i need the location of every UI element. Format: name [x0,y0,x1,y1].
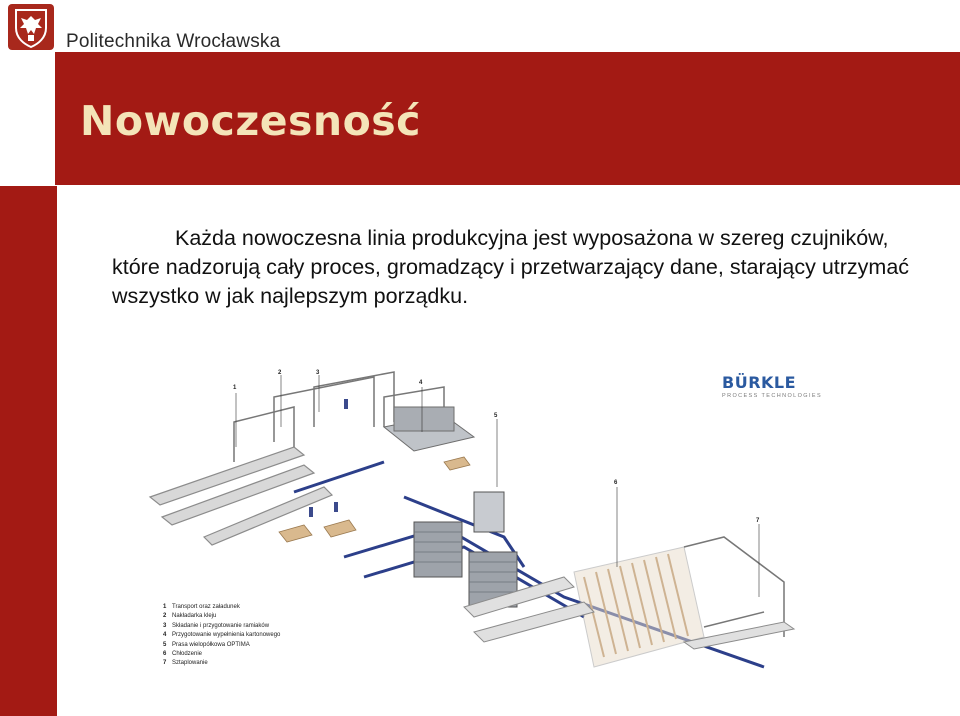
body-text [112,224,942,311]
legend-item: 5 Prasa wielopółkowa OPTIMA [163,641,250,648]
brand-subtitle: PROCESS TECHNOLOGIES [722,393,823,399]
brand-logo [722,373,822,399]
legend-item: 2 Nakładarka kleju [163,613,217,620]
legend-item: 1 Transport oraz załadunek [163,604,240,610]
slide-title: Nowoczesność [80,97,421,145]
callout-4: 4 [419,380,423,386]
legend-item: 6 Chłodzenie [163,651,203,658]
callout-2: 2 [278,370,282,376]
callout-3: 3 [316,370,320,376]
university-name: Politechnika Wrocławska [66,31,281,52]
callout-6: 6 [614,480,618,486]
legend-item: 3 Składanie i przygotowanie ramiaków [163,622,270,629]
body-paragraph: Każda nowoczesna linia produkcyjna jest wyposażona w szereg czujników, które nadzorują cały proces, gromadzący i przetwarzający dane, starający utrzymać wszystko w jak najlepszym porządku. [112,226,910,308]
callout-1: 1 [233,385,237,391]
figure-legend [163,603,280,669]
university-crest [8,4,54,50]
legend-item: 7 Sztaplowanie [163,660,208,667]
legend-item: 4 Przygotowanie wypełnienia kartonowego [163,632,281,639]
callout-7: 7 [756,518,760,524]
brand-name: BÜRKLE [722,373,797,392]
eagle-crest-icon [8,4,54,50]
callout-5: 5 [494,413,498,419]
left-accent-band [0,186,57,716]
